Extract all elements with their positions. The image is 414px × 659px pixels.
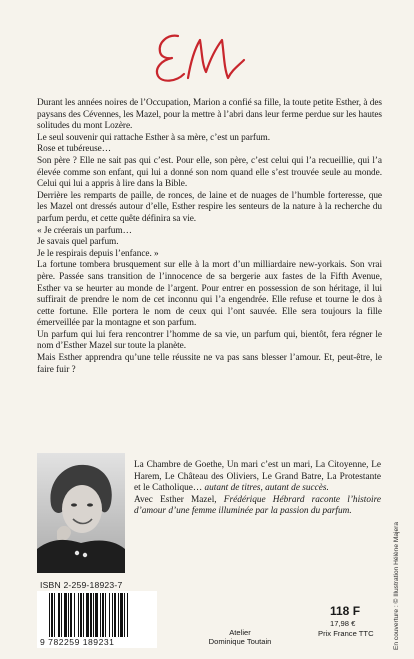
isbn: ISBN 2-259-18923-7 xyxy=(40,580,123,590)
publisher-line: Atelier xyxy=(229,628,251,637)
author-bio xyxy=(134,460,381,518)
bio-intro: Avec Esther Mazel, xyxy=(134,494,217,505)
barcode-bar xyxy=(105,593,106,637)
barcode-bar xyxy=(83,593,84,637)
barcode-bar xyxy=(49,593,50,637)
barcode-digits: 9 782259 189231 xyxy=(40,637,115,647)
barcode xyxy=(37,591,157,648)
summary-text xyxy=(37,98,382,376)
barcode-bar xyxy=(100,593,101,637)
summary-paragraph: Le seul souvenir qui rattache Esther à sa mère, c’est un parfum. xyxy=(37,132,271,143)
barcode-bar xyxy=(54,593,55,637)
summary-paragraph: Mais Esther apprendra qu’une telle réussite ne va pas sans blesser l’amour. Et, peut-être, le faire fuir ? xyxy=(37,353,382,375)
bio-tagline: autant de titres, autant de succès. xyxy=(204,483,329,494)
barcode-bar xyxy=(58,593,60,637)
publisher xyxy=(205,628,275,646)
barcode-bar xyxy=(93,593,94,637)
barcode-bar xyxy=(112,593,113,637)
cover-credit: En couverture : © Illustration Hélène Majera xyxy=(393,521,400,650)
barcode-bar xyxy=(109,593,110,637)
summary-paragraph: Son père ? Elle ne sait pas qui c’est. Pour elle, son père, c’est celui qui l’a recueillie, qui l’a élevée comme son enfant, qui lui a donné son nom quand elle s’est trouvée seule au monde. Celui qui lui a appris à lire dans la Bible. xyxy=(37,155,382,190)
quote-line: « Je créerais un parfum… xyxy=(37,225,132,236)
barcode-bar xyxy=(95,593,98,637)
bio-titles: La Chambre de Goethe, Un mari c’est un mari, La Citoyenne, Le Harem, Le Château des Oliviers, Le Grand Batre, La Protestante et le Catholique… xyxy=(134,460,381,494)
barcode-bar xyxy=(124,593,125,637)
barcode-bar xyxy=(118,593,119,637)
publisher-line: Dominique Toutain xyxy=(208,637,272,646)
barcode-bar xyxy=(64,593,67,637)
barcode-bar xyxy=(74,593,75,637)
barcode-bar xyxy=(114,593,116,637)
barcode-bar xyxy=(80,593,82,637)
barcode-bar xyxy=(78,593,79,637)
barcode-bar xyxy=(120,593,123,637)
bio-author-line: Frédérique Hébrard raconte l’histoire d’amour d’une femme illuminée par la passion du parfum. xyxy=(134,494,381,517)
barcode-bar xyxy=(51,593,53,637)
barcode-bar xyxy=(68,593,69,637)
quote-line: Je savais quel parfum. xyxy=(37,237,119,248)
summary-paragraph: Un parfum qui lui fera rencontrer l’homme de sa vie, un parfum qui, bientôt, fera régner le nom d’Esther Mazel sur toute la planète. xyxy=(37,329,382,352)
summary-paragraph: Derrière les remparts de paille, de ronces, de laine et de nuages de l’humble forteresse, que les Mazel ont dressés autour d’elle, Esther respire les senteurs de la nature à la recherche du parfum perdu, et cette quête définira sa vie. xyxy=(37,190,382,224)
author-photo xyxy=(37,453,125,573)
barcode-bar xyxy=(70,593,72,637)
quote-line: Je le respirais depuis l’enfance. » xyxy=(37,248,159,259)
price-euros: 17,98 € xyxy=(330,619,356,628)
barcode-bar xyxy=(90,593,92,637)
em-logo xyxy=(150,30,260,85)
barcode-bar xyxy=(61,593,62,637)
price-francs: 118 F xyxy=(330,604,361,618)
barcode-bars xyxy=(49,593,153,637)
barcode-bar xyxy=(86,593,89,637)
price-block xyxy=(318,604,392,638)
barcode-bar xyxy=(102,593,104,637)
summary-paragraph: La fortune tombera brusquement sur elle à la mort d’un milliardaire new-yorkais. Son vrai père. Passée sans transition de l’innocence de sa bergerie aux fastes de la Fifth Avenue, Esther va se heurter au monde de l’argent. Pour entrer en possession de son héritage, il lui suffirait de prendre le nom de cet inconnu qui l’a engendrée. Elle refuse et tourne le dos à cette fortune. Elle portera le nom de ceux qui l’ont sauvée. Elle sera toujours la fille émerveillée par la montagne et son parfum. xyxy=(37,260,382,329)
summary-paragraph: Durant les années noires de l’Occupation, Marion a confié sa fille, la toute petite Esther, à des paysans des Cévennes, les Mazel, pour la mettre à l’abri dans leur ferme perdue sur les hautes solitudes du mont Lozère. xyxy=(37,98,382,132)
price-note: Prix France TTC xyxy=(318,629,374,638)
summary-paragraph: Rose et tubéreuse… xyxy=(37,144,111,155)
barcode-bar xyxy=(127,593,128,637)
